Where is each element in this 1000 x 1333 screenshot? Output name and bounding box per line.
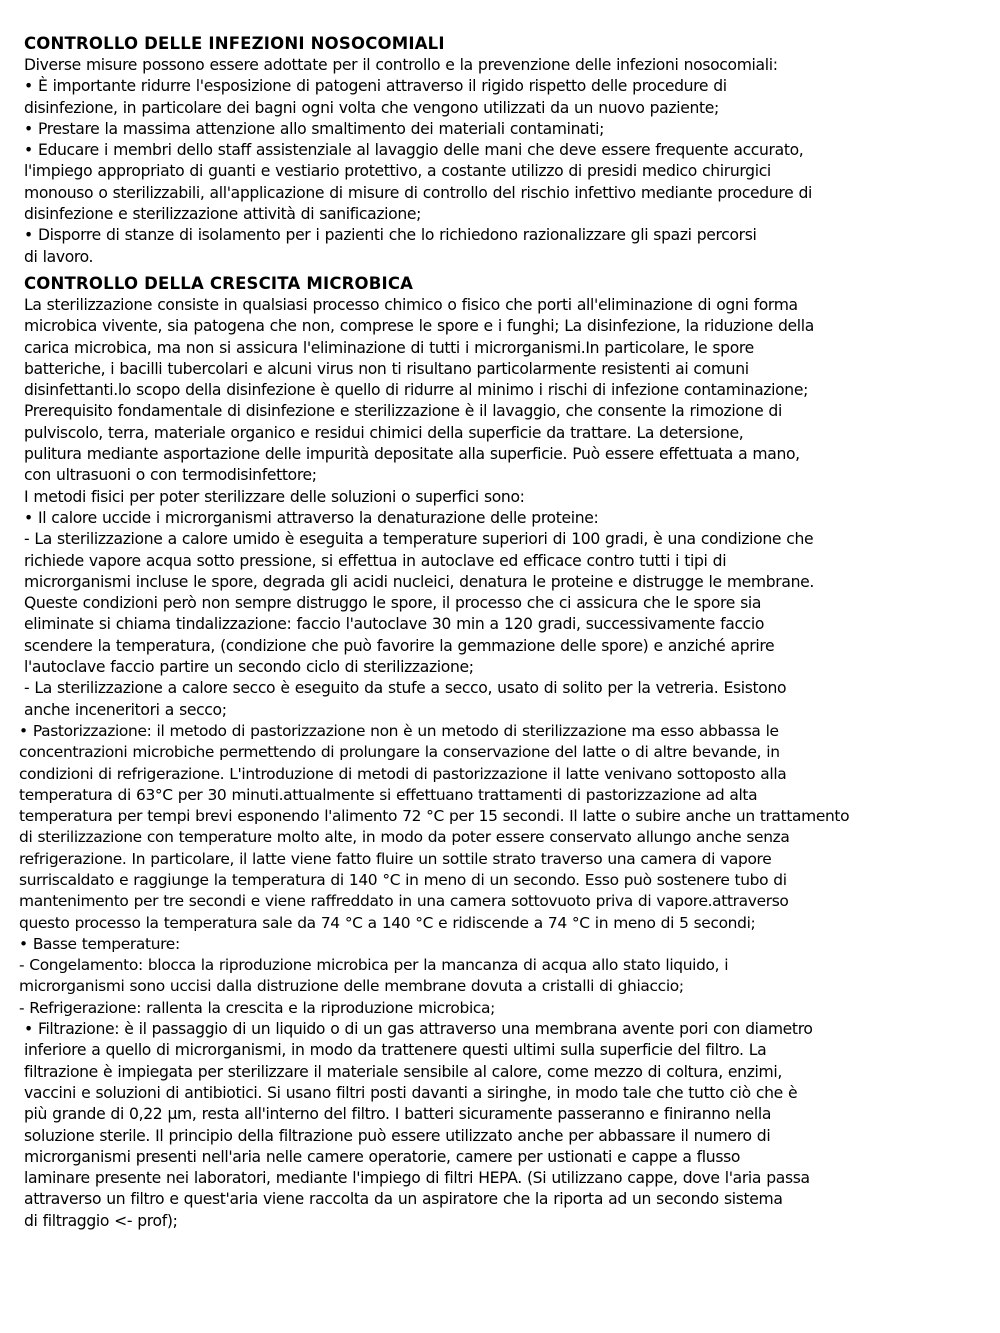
text-line: anche inceneritori a secco; [24,700,227,719]
text-line: - Refrigerazione: rallenta la crescita e la riproduzione microbica; [19,998,495,1017]
text-line: - La sterilizzazione a calore secco è eseguito da stufe a secco, usato di solito per la vetreria. Esistono [24,679,787,698]
text-line: Diverse misure possono essere adottate per il controllo e la prevenzione delle infezioni nosocomiali: [24,56,778,74]
text-line: disinfezione, in particolare dei bagni ogni volta che vengono utilizzati da un nuovo paziente; [24,98,719,117]
text-line: di lavoro. [24,247,94,266]
section-heading: CONTROLLO DELLA CRESCITA MICROBICA [24,273,414,293]
section-microbial-growth-control [19,273,976,1232]
text-line: carica microbica, ma non si assicura l'eliminazione di tutti i microrganismi.In particolare, le spore [24,338,754,357]
text-line: condizioni di refrigerazione. L'introduzione di metodi di pastorizzazione il latte venivano sottoposto alla [19,764,787,783]
text-line: • È importante ridurre l'esposizione di patogeni attraverso il rigido rispetto delle procedure di [24,77,727,96]
text-line: monouso o sterilizzabili, all'applicazione di misure di controllo del rischio infettivo mediante procedure di [24,183,812,202]
text-line: scendere la temperatura, (condizione che può favorire la gemmazione delle spore) e anziché aprire [24,636,775,655]
text-line: • Basse temperature: [19,934,180,953]
text-line: concentrazioni microbiche permettendo di prolungare la conservazione del latte o di altre bevande, in [19,743,780,762]
text-line: • Educare i membri dello staff assistenziale al lavaggio delle mani che deve essere frequente accurato, [24,141,804,160]
section-heading: CONTROLLO DELLE INFEZIONI NOSOCOMIALI [24,34,445,53]
text-line: pulitura mediante asportazione delle impurità depositate alla superficie. Può essere effettuata a mano, [24,445,800,464]
text-line: • Pastorizzazione: il metodo di pastorizzazione non è un metodo di sterilizzazione ma esso abbassa le [19,721,779,740]
text-line: refrigerazione. In particolare, il latte viene fatto fluire un sottile strato traverso una camera di vapore [19,849,772,868]
text-line: temperatura di 63°C per 30 minuti.attualmente si effettuano trattamenti di pastorizzazione ad alta [19,785,758,804]
text-line: di filtraggio <- prof); [24,1211,178,1230]
text-line: microrganismi incluse le spore, degrada gli acidi nucleici, denatura le proteine e distrugge le membrane. [24,572,814,591]
text-line: Queste condizioni però non sempre distruggo le spore, il processo che ci assicura che le spore sia [24,594,762,613]
text-line: eliminate si chiama tindalizzazione: faccio l'autoclave 30 min a 120 gradi, successivamente faccio [24,615,765,634]
section-body [24,55,976,268]
text-line: richiede vapore acqua sotto pressione, si effettua in autoclave ed efficace contro tutti i tipi di [24,551,727,570]
text-line: vaccini e soluzioni di antibiotici. Si usano filtri posti davanti a siringhe, in modo tale che tutto ciò che è [24,1083,798,1102]
text-line: l'impiego appropriato di guanti e vestiario protettivo, a costante utilizzo di presidi medico chirurgici [24,162,771,181]
text-line: mantenimento per tre secondi e viene raffreddato in una camera sottovuoto priva di vapore.attraverso [19,892,789,911]
text-line: laminare presente nei laboratori, mediante l'impiego di filtri HEPA. (Si utilizzano cappe, dove l'aria passa [24,1169,810,1188]
text-line: più grande di 0,22 µm, resta all'interno del filtro. I batteri sicuramente passeranno e finiranno nella [24,1105,772,1124]
text-line: con ultrasuoni o con termodisinfettore; [24,466,317,485]
text-line: La sterilizzazione consiste in qualsiasi processo chimico o fisico che porti all'eliminazione di ogni forma [24,295,798,314]
text-line: - Congelamento: blocca la riproduzione microbica per la mancanza di acqua allo stato liquido, i [19,956,729,975]
text-line: surriscaldato e raggiunge la temperatura di 140 °C in meno di un secondo. Esso può sostenere tubo di [19,870,787,889]
text-line: batteriche, i bacilli tubercolari e alcuni virus non ti risultano particolarmente resistenti ai comuni [24,359,749,378]
text-line: • Disporre di stanze di isolamento per i pazienti che lo richiedono razionalizzare gli spazi percorsi [24,226,757,245]
text-line: temperatura per tempi brevi esponendo l'alimento 72 °C per 15 secondi. Il latte o subire anche un trattamento [19,807,850,826]
document-page [19,33,976,1232]
text-line: inferiore a quello di microrganismi, in modo da trattenere questi ultimi sulla superficie del filtro. La [24,1041,767,1060]
section-gap [24,268,976,271]
text-line: disinfettanti.lo scopo della disinfezione è quello di ridurre al minimo i rischi di infezione contaminazione; [24,381,808,400]
text-line: disinfezione e sterilizzazione attività di sanificazione; [24,205,422,224]
text-line: microrganismi presenti nell'aria nelle camere operatorie, camere per ustionati e cappe a flusso [24,1147,741,1166]
text-line: microbica vivente, sia patogena che non, comprese le spore e i funghi; La disinfezione, la riduzione della [24,317,814,336]
text-line: l'autoclave faccio partire un secondo ciclo di sterilizzazione; [24,658,474,677]
text-line: • Prestare la massima attenzione allo smaltimento dei materiali contaminati; [24,119,605,138]
text-line: I metodi fisici per poter sterilizzare delle soluzioni o superfici sono: [24,487,525,506]
text-line: attraverso un filtro e quest'aria viene raccolta da un aspiratore che la riporta ad un secondo sistema [24,1190,783,1209]
text-line: di sterilizzazione con temperature molto alte, in modo da poter essere conservato allungo anche senza [19,828,790,847]
text-line: microrganismi sono uccisi dalla distruzione delle membrane dovuta a cristalli di ghiaccio; [19,977,684,996]
section-body [19,295,976,1232]
text-line: pulviscolo, terra, materiale organico e residui chimici della superficie da trattare. La detersione, [24,423,744,442]
section-infection-control [24,33,976,268]
text-line: • Filtrazione: è il passaggio di un liquido o di un gas attraverso una membrana avente pori con diametro [24,1020,813,1039]
text-line: questo processo la temperatura sale da 74 °C a 140 °C e ridiscende a 74 °C in meno di 5 secondi; [19,913,756,932]
text-line: soluzione sterile. Il principio della filtrazione può essere utilizzato anche per abbassare il numero di [24,1126,771,1145]
text-line: filtrazione è impiegata per sterilizzare il materiale sensibile al calore, come mezzo di coltura, enzimi, [24,1062,782,1081]
text-line: • Il calore uccide i microrganismi attraverso la denaturazione delle proteine: [24,508,599,527]
text-line: - La sterilizzazione a calore umido è eseguita a temperature superiori di 100 gradi, è una condizione che [24,530,814,549]
text-line: Prerequisito fondamentale di disinfezione e sterilizzazione è il lavaggio, che consente la rimozione di [24,402,782,421]
